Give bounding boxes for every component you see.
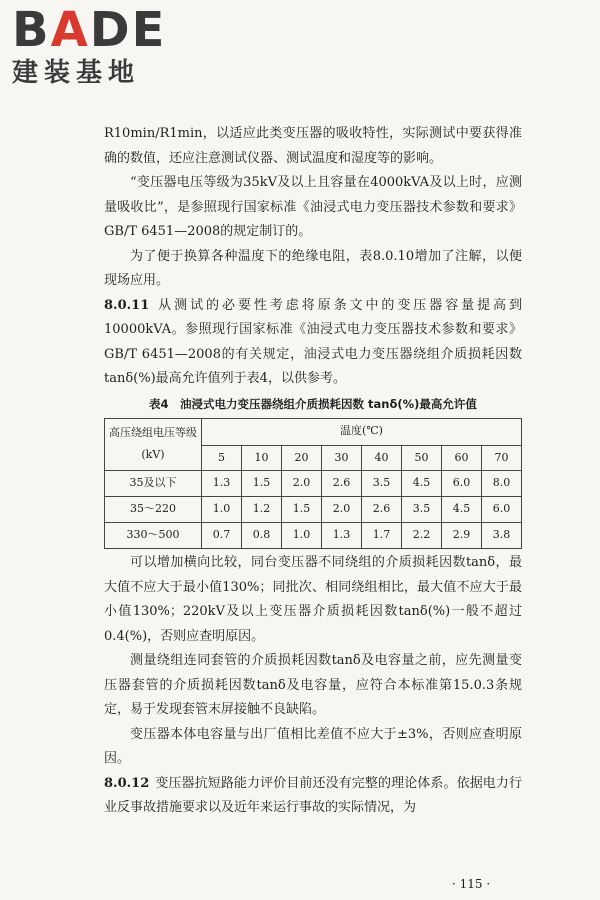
logo-letter-b: B	[12, 2, 51, 58]
logo-letter-a: A	[50, 2, 90, 58]
voltage-label: 330～500	[105, 523, 202, 549]
table-cell: 2.6	[322, 471, 362, 497]
temp-header: 30	[322, 445, 362, 471]
logo-wordmark	[12, 4, 182, 56]
row-header-line1: 高压绕组电压等级	[109, 426, 197, 440]
table-cell: 1.5	[242, 471, 282, 497]
table-row	[105, 471, 522, 497]
logo-letters-de: DE	[89, 2, 167, 58]
temp-header: 50	[402, 445, 442, 471]
section-text: 从测试的必要性考虑将原条文中的变压器容量提高到10000kVA。参照现行国家标准《油浸式电力变压器技术参数和要求》GB/T 6451—2008的有关规定，油浸式电力变压器绕组介质损耗因数tanδ(%)最高允许值列于表4，以供参考。	[104, 297, 522, 386]
table-cell: 0.7	[202, 523, 242, 549]
section-text: 变压器抗短路能力评价目前还没有完整的理论体系。依据电力行业反事故措施要求以及近年来运行事故的实际情况，为	[104, 775, 522, 815]
table-cell: 2.0	[322, 497, 362, 523]
section-number: 8.0.12	[104, 775, 150, 791]
row-header-cell	[105, 418, 202, 471]
temp-header: 20	[282, 445, 322, 471]
paragraph-2: “变压器电压等级为35kV及以上且容量在4000kVA及以上时，应测量吸收比”，是参照现行国家标准《油浸式电力变压器技术参数和要求》GB/T 6451—2008的规定制订的。	[104, 175, 522, 239]
table-cell: 2.6	[362, 497, 402, 523]
paragraph-6: 测量绕组连同套管的介质损耗因数tanδ及电容量之前，应先测量变压器套管的介质损耗因数tanδ及电容量，应符合本标准第15.0.3条规定，易于发现套管末屏接触不良缺陷。	[104, 653, 522, 717]
table-cell: 1.0	[282, 523, 322, 549]
table-cell: 6.0	[442, 471, 482, 497]
section-8-0-11	[104, 294, 522, 392]
table-row	[105, 523, 522, 549]
temp-header: 5	[202, 445, 242, 471]
temperature-header: 温度(℃)	[202, 418, 522, 445]
table-cell: 3.5	[362, 471, 402, 497]
table-cell: 3.5	[402, 497, 442, 523]
temp-header: 40	[362, 445, 402, 471]
table-cell: 2.2	[402, 523, 442, 549]
table-cell: 1.3	[322, 523, 362, 549]
table-cell: 8.0	[482, 471, 522, 497]
row-header-line2: (kV)	[141, 448, 165, 462]
table-cell: 0.8	[242, 523, 282, 549]
brand-logo	[12, 4, 182, 88]
table-cell: 4.5	[402, 471, 442, 497]
table-caption: 表4 油浸式电力变压器绕组介质损耗因数 tanδ(%)最高允许值	[149, 396, 477, 411]
table-cell: 4.5	[442, 497, 482, 523]
paragraph-3: 为了便于换算各种温度下的绝缘电阻，表8.0.10增加了注解，以便现场应用。	[104, 248, 522, 288]
loss-factor-table	[104, 418, 522, 550]
page-number: · 115 ·	[452, 877, 491, 891]
table-cell: 1.5	[282, 497, 322, 523]
table-cell: 2.0	[282, 471, 322, 497]
table-row	[105, 497, 522, 523]
paragraph-1: R10min/R1min，以适应此类变压器的吸收特性，实际测试中要获得准确的数值，还应注意测试仪器、测试温度和湿度等的影响。	[104, 126, 522, 166]
voltage-label: 35及以下	[105, 471, 202, 497]
paragraph-5: 可以增加横向比较，同台变压器不同绕组的介质损耗因数tanδ，最大值不应大于最小值130%；同批次、相同绕组相比，最大值不应大于最小值130%；220kV及以上变压器介质损耗因数tanδ(%)一般不超过0.4(%)，否则应查明原因。	[104, 555, 522, 644]
table-cell: 1.2	[242, 497, 282, 523]
section-number: 8.0.11	[104, 297, 150, 313]
paragraph-7: 变压器本体电容量与出厂值相比差值不应大于±3%，否则应查明原因。	[104, 726, 522, 766]
table-cell: 1.3	[202, 471, 242, 497]
section-8-0-12	[104, 772, 522, 821]
temp-header: 10	[242, 445, 282, 471]
temp-header: 70	[482, 445, 522, 471]
table-cell: 1.7	[362, 523, 402, 549]
table-cell: 2.9	[442, 523, 482, 549]
temp-header: 60	[442, 445, 482, 471]
voltage-label: 35～220	[105, 497, 202, 523]
table-cell: 6.0	[482, 497, 522, 523]
table-cell: 3.8	[482, 523, 522, 549]
logo-subtitle: 建装基地	[12, 58, 141, 88]
table-cell: 1.0	[202, 497, 242, 523]
page-content	[104, 122, 522, 821]
